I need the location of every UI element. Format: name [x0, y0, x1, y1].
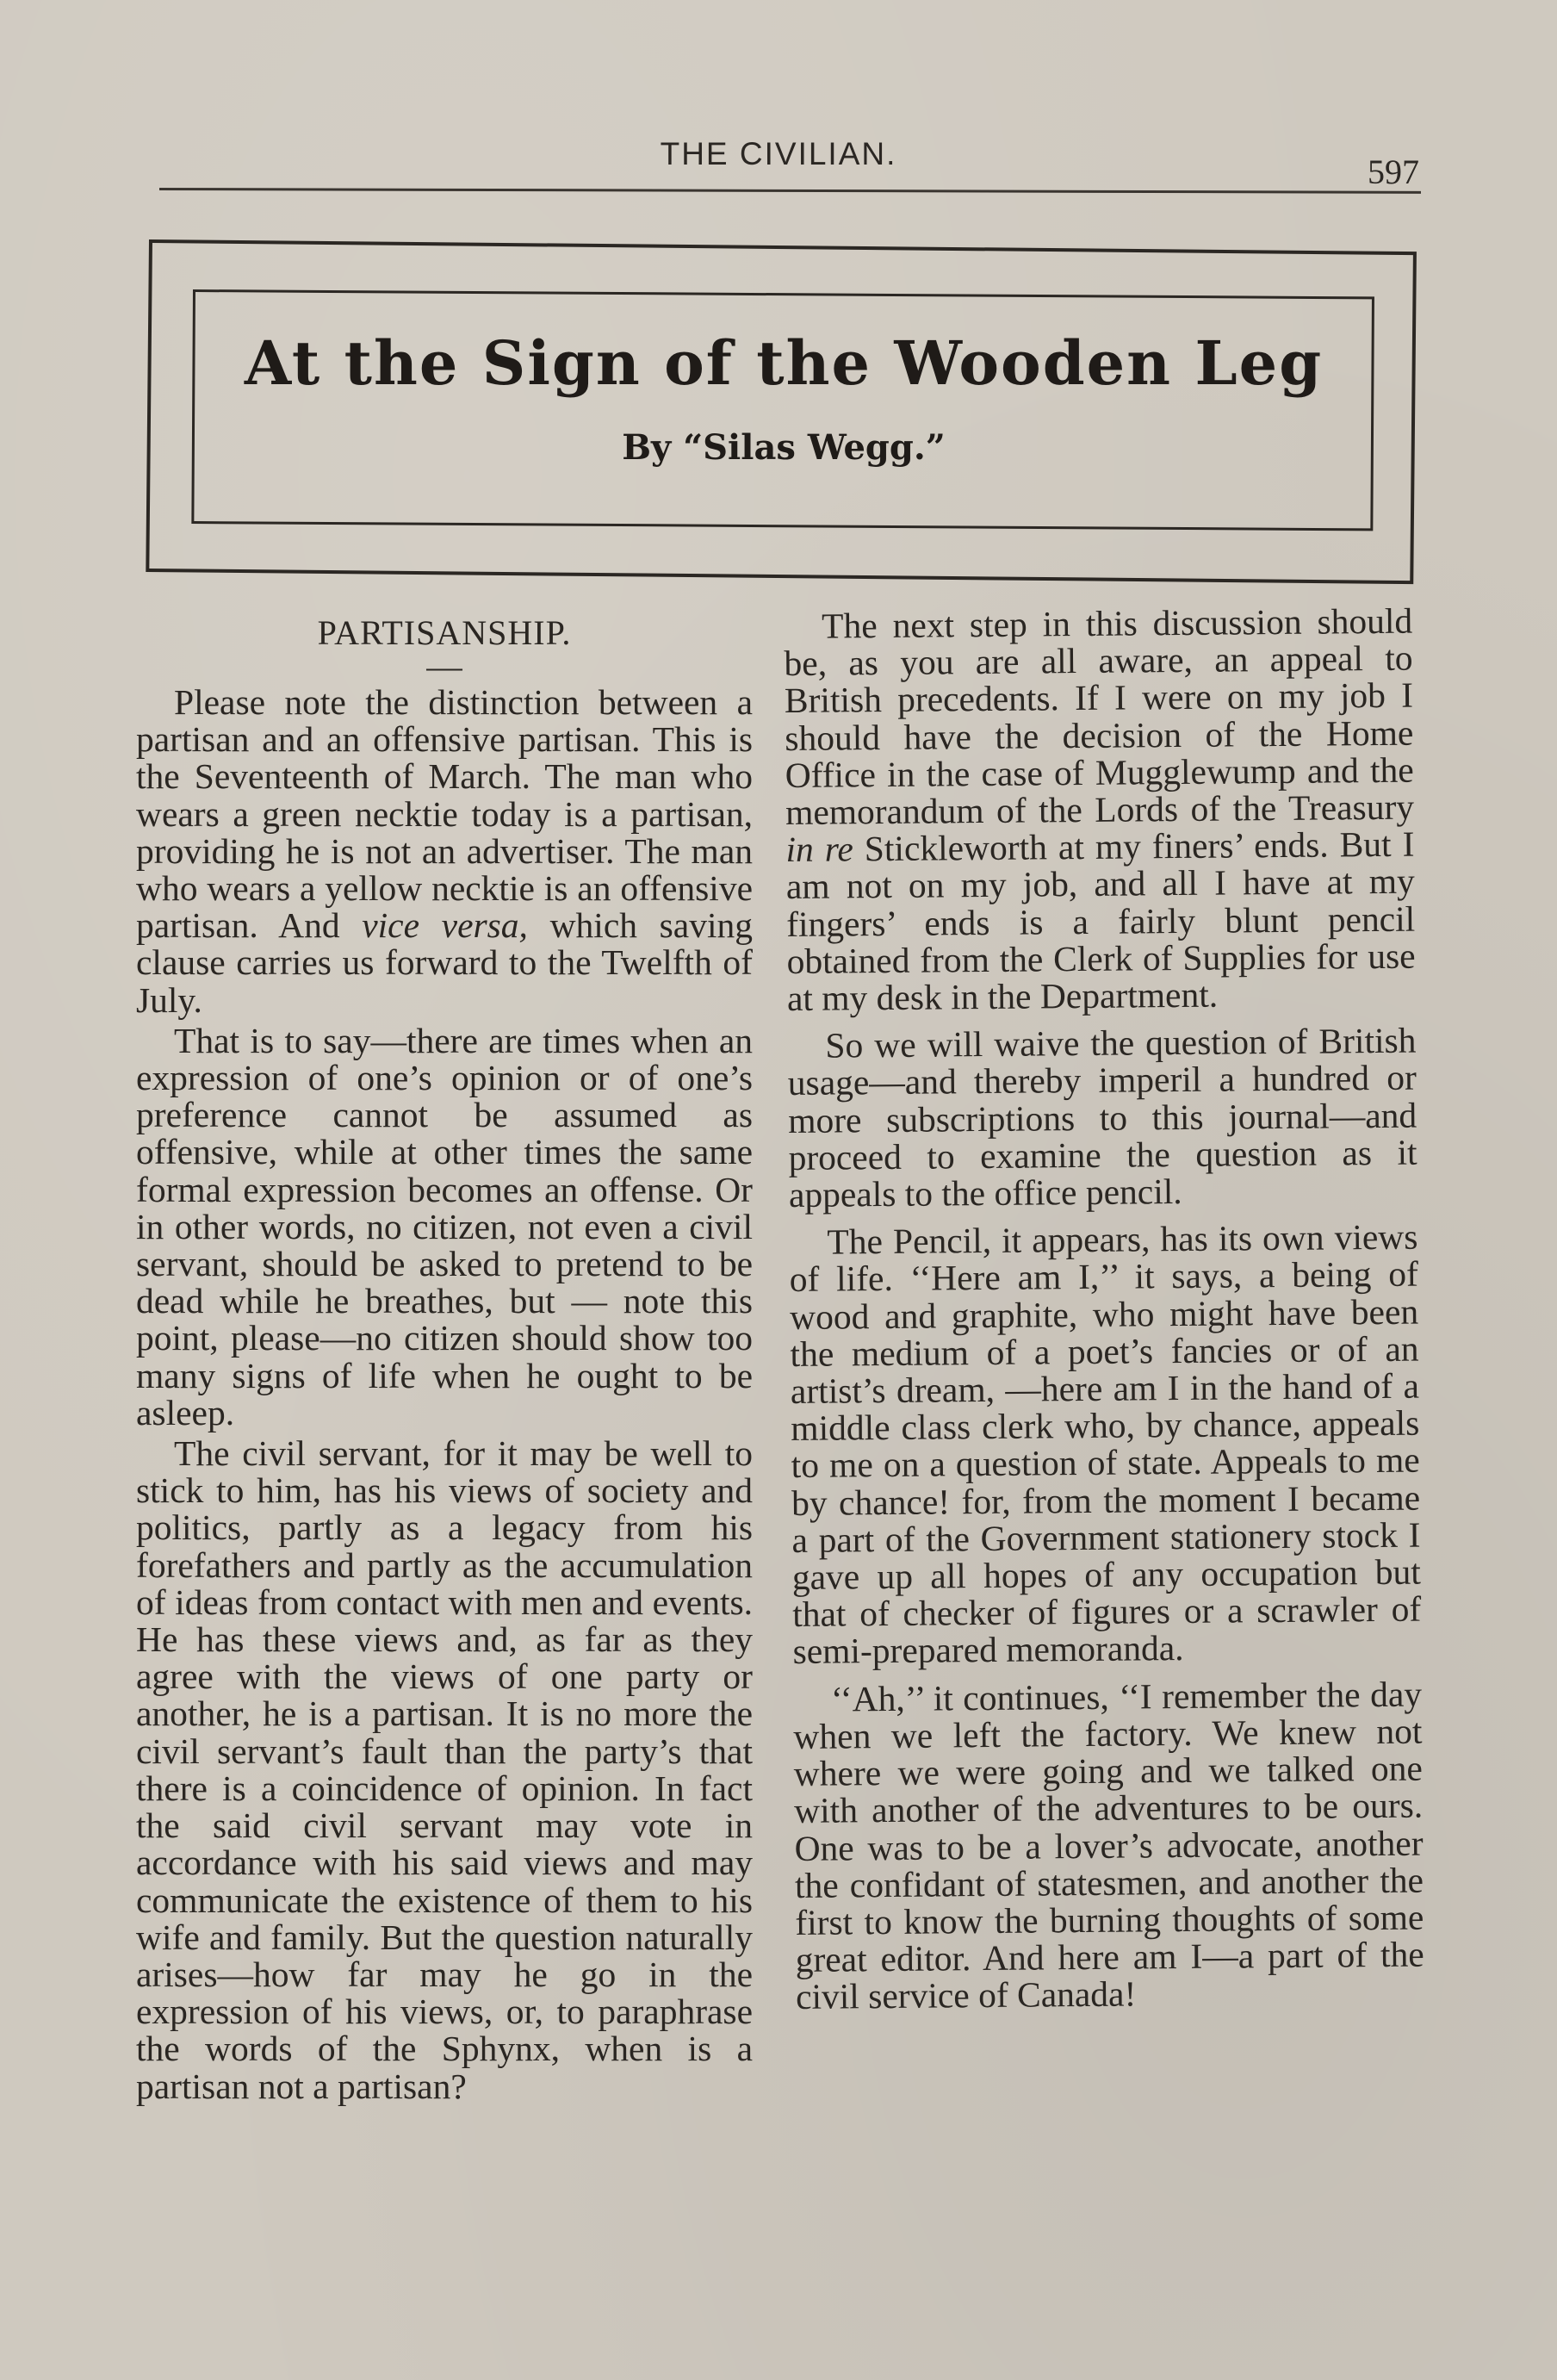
right-column: [784, 600, 1424, 2027]
italic-phrase: in re: [785, 829, 853, 870]
paragraph-6: The Pencil, it appears, has its own views of life. ‘‘Here am I,’’ it says, a being of wood and graphite, who might have been the medium of a poet’s fancies or of an artist’s dream, —here am I in the hand of a middle class clerk who, by chance, appeals to me on a question of state. Appeals to me by chance! for, from the moment I became a part of the Government stationery stock I gave up all hopes of any occupation but that of checker of figures or a scrawler of semi-prepared memoranda.: [789, 1216, 1422, 1672]
banner-inner-frame: [191, 289, 1374, 531]
paragraph-5: So we will waive the question of British usage—and thereby imperil a hundred or more subscriptions to this journal—and proceed to examine the question as it appeals to the office pencil.: [787, 1020, 1417, 1215]
journal-title: THE CIVILIAN.: [660, 136, 897, 171]
heading-dash: —: [426, 646, 462, 686]
page-number: 597: [1368, 152, 1419, 191]
byline: By “Silas Wegg.”: [622, 427, 946, 468]
paragraph-7: ‘‘Ah,’’ it continues, ‘‘I remember the day when we left the factory. We knew not where we were going and we talked one with another of the adventures to be ours. One was to be a lover’s advocate, another the confidant of statesmen, and another the first to know the burning thoughts of some great editor. And here am I—a part of the civil service of Canada!: [793, 1674, 1424, 2017]
column-title: At the Sign of the Wooden Leg: [244, 327, 1324, 399]
header-rule: [159, 188, 1421, 194]
paragraph-2: That is to say—there are times when an expression of one’s opinion or of one’s preference cannot be assumed as offensive, while at other times the same formal expression becomes an offense. Or in other words, no citizen, not even a civil servant, should be asked to pretend to be dead while he breathes, but — note this point, please—no citizen should show too many signs of life when he ought to be asleep.: [136, 1020, 753, 1432]
italic-phrase: vice versa,: [362, 905, 528, 946]
paragraph-1: Please note the distinction between a partisan and an offensive partisan. This is the Seventeenth of March. The man who wears a green necktie today is a partisan, providing he is not an advertiser. The man who wears a yellow necktie is an offensive partisan. And vice versa, which saving clause carries us forward to the Twelfth of July.: [136, 682, 753, 1020]
left-column: [136, 608, 753, 2109]
section-heading: PARTISANSHIP.: [317, 613, 572, 652]
paragraph-3: The civil servant, for it may be well to stick to him, has his views of society and politics, partly as a legacy from his forefathers and partly as the accumulation of ideas from contact with men and events. He has these views and, as far as they agree with the views of one party or another, he is a partisan. It is no more the civil servant’s fault than the party’s that there is a coincidence of opinion. In fact the said civil servant may vote in accordance with his said views and may communicate the existence of them to his wife and family. But the question naturally arises—how far may he go in the expression of his views, or, to paraphrase the words of the Sphynx, when is a partisan not a partisan?: [136, 1433, 753, 2106]
paragraph-4: The next step in this discussion should be, as you are all aware, an appeal to British precedents. If I were on my job I should have the decision of the Home Office in the case of Mugglewump and the memorandum of the Lords of the Treasury in re Stickleworth at my finers’ ends. But I am not on my job, and all I have at my fingers’ ends is a fairly blunt pencil obtained from the Clerk of Supplies for use at my desk in the Department.: [784, 600, 1416, 1019]
